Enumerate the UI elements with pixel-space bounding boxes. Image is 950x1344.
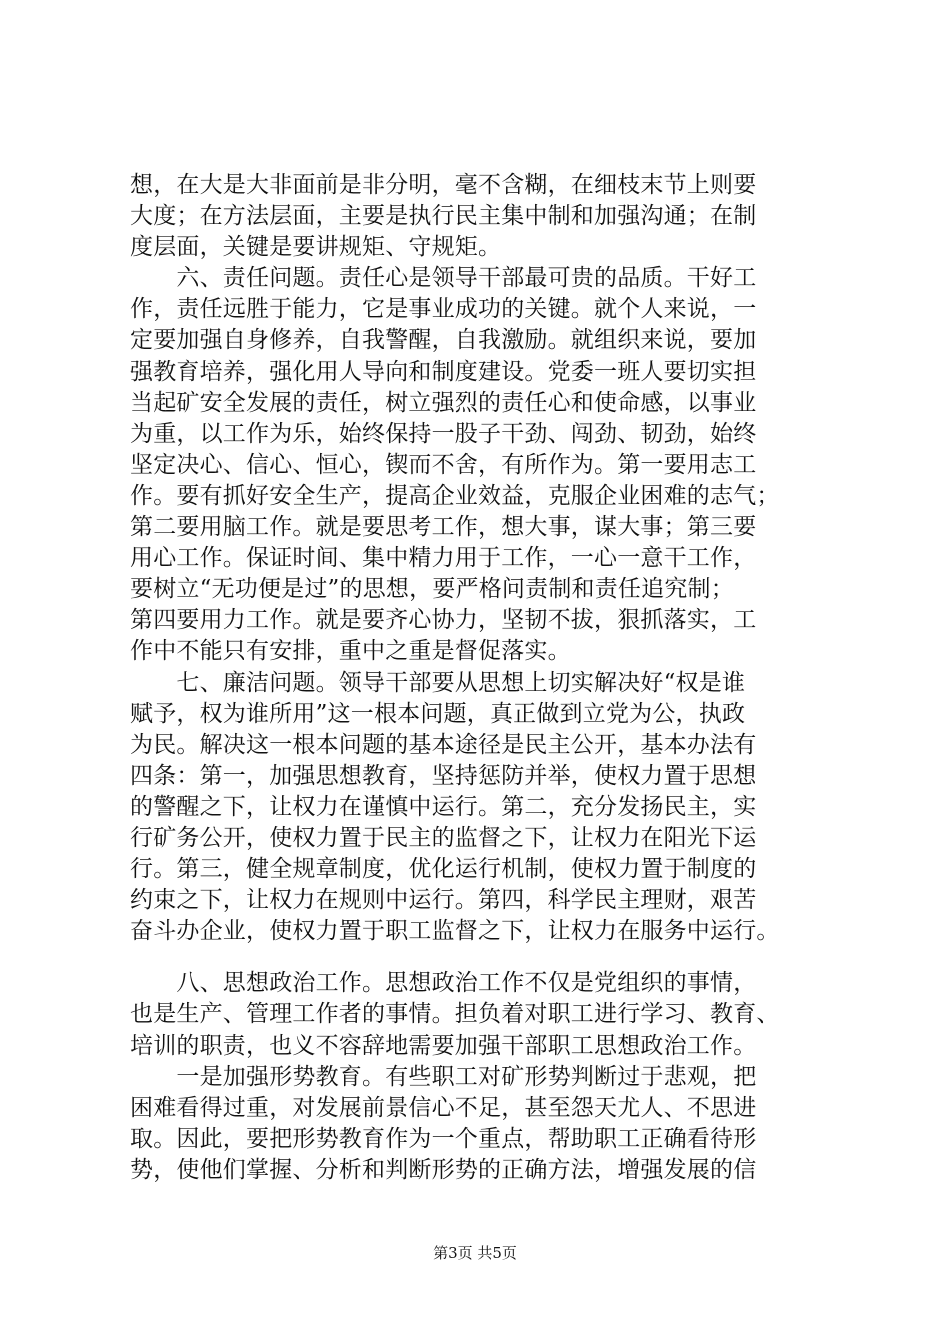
text-line: 想，在大是大非面前是非分明，毫不含糊，在细枝末节上则要	[130, 172, 757, 198]
text-line: 约束之下，让权力在规则中运行。第四，科学民主理财，艰苦	[130, 887, 757, 914]
paragraph-gap	[130, 947, 845, 968]
text-line: 行矿务公开，使权力置于民主的监督之下，让权力在阳光下运	[130, 824, 757, 851]
text-line: 也是生产、管理工作者的事情。担负着对职工进行学习、教育、	[130, 1001, 780, 1028]
text-line: 大度；在方法层面，主要是执行民主集中制和加强沟通；在制	[130, 203, 757, 230]
text-line: 势，使他们掌握、分析和判断形势的正确方法，增强发展的信	[130, 1156, 757, 1183]
text-line: 培训的职责，也义不容辞地需要加强干部职工思想政治工作。	[130, 1032, 757, 1059]
text-line: 八、思想政治工作。思想政治工作不仅是党组织的事情，	[130, 970, 757, 997]
text-line: 度层面，关键是要讲规矩、守规矩。	[130, 234, 502, 261]
text-line: 作中不能只有安排，重中之重是督促落实。	[130, 638, 571, 665]
text-line: 第二要用脑工作。就是要思考工作，想大事，谋大事；第三要	[130, 514, 757, 541]
text-line: 定要加强自身修养，自我警醒，自我激励。就组织来说，要加	[130, 327, 757, 354]
text-line: 四条：第一，加强思想教育，坚持惩防并举，使权力置于思想	[130, 762, 757, 789]
document-body	[130, 170, 845, 1186]
text-line: 奋斗办企业，使权力置于职工监督之下，让权力在服务中运行。	[130, 918, 780, 945]
text-line: 行。第三，健全规章制度，优化运行机制，使权力置于制度的	[130, 856, 757, 883]
text-line: 七、廉洁问题。领导干部要从思想上切实解决好“权是谁	[130, 669, 746, 696]
text-line: 当起矿安全发展的责任，树立强烈的责任心和使命感，以事业	[130, 389, 757, 416]
text-line: 用心工作。保证时间、集中精力用于工作，一心一意干工作，	[130, 545, 757, 572]
text-line: 的警醒之下，让权力在谨慎中运行。第二，充分发扬民主，实	[130, 793, 757, 820]
text-line: 强教育培养，强化用人导向和制度建设。党委一班人要切实担	[130, 358, 757, 385]
text-line: 作。要有抓好安全生产，提高企业效益，克服企业困难的志气；	[130, 482, 780, 509]
text-line: 一是加强形势教育。有些职工对矿形势判断过于悲观，把	[130, 1063, 757, 1090]
text-line: 六、责任问题。责任心是领导干部最可贵的品质。干好工	[130, 265, 757, 292]
text-line: 为重，以工作为乐，始终保持一股子干劲、闯劲、韧劲，始终	[130, 420, 757, 447]
page-number: 第3页 共5页	[433, 1244, 517, 1262]
text-line: 为民。解决这一根本问题的基本途径是民主公开，基本办法有	[130, 731, 757, 758]
text-line: 赋予，权为谁所用”这一根本问题，真正做到立党为公，执政	[130, 700, 746, 727]
text-line: 坚定决心、信心、恒心，锲而不舍，有所作为。第一要用志工	[130, 451, 757, 478]
text-line: 取。因此，要把形势教育作为一个重点，帮助职工正确看待形	[130, 1125, 757, 1152]
text-line: 要树立“无功便是过”的思想，要严格问责制和责任追究制；	[130, 576, 734, 603]
text-line: 作，责任远胜于能力，它是事业成功的关键。就个人来说，一	[130, 296, 757, 323]
text-line: 第四要用力工作。就是要齐心协力，坚韧不拔，狠抓落实，工	[130, 607, 757, 634]
text-line: 困难看得过重，对发展前景信心不足，甚至怨天尤人、不思进	[130, 1094, 757, 1121]
